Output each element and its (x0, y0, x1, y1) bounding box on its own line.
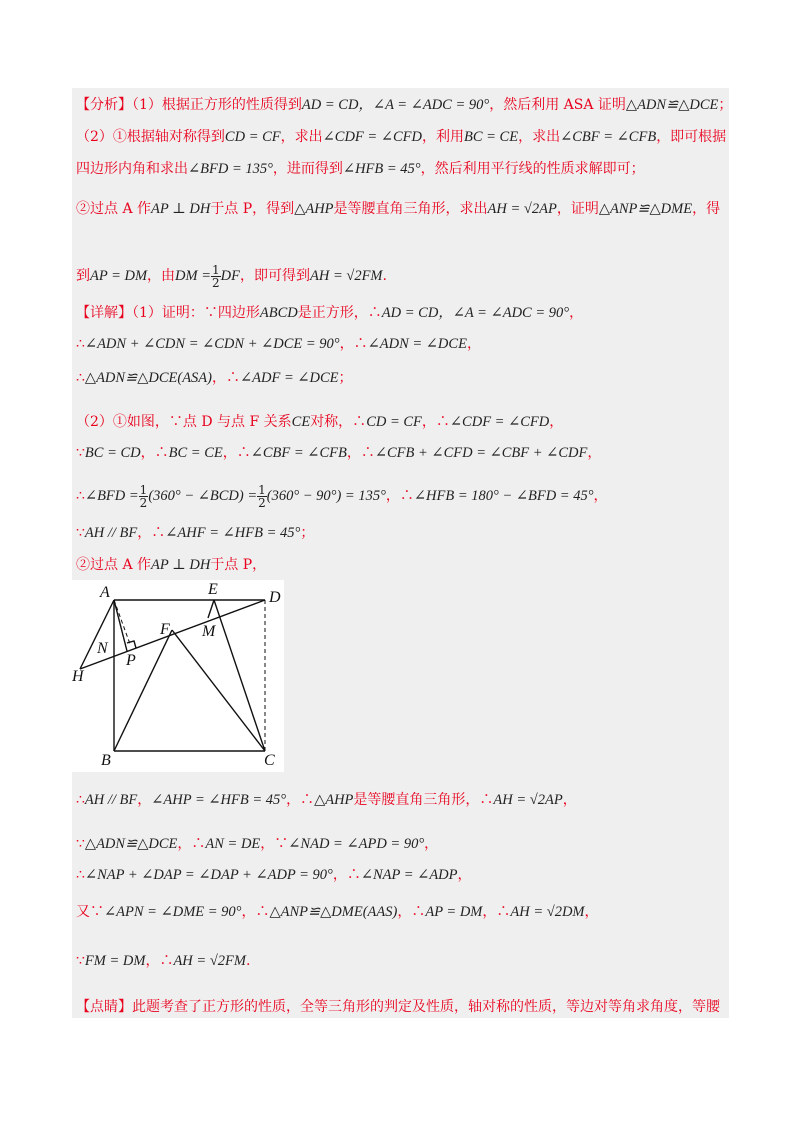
square-diagram (72, 580, 284, 772)
detail-line-2: ∴∠ADN + ∠CDN = ∠CDN + ∠DCE = 90°，∴∠ADN = ∠DCE， (76, 336, 481, 352)
segment-HD (80, 600, 265, 669)
segment-FC (172, 630, 265, 751)
segment-AP-dashed (114, 600, 130, 644)
fraction-half: $\frac{1}{2}$ (139, 482, 148, 510)
detail-line-7: ∵AH // BF，∴∠AHF = ∠HFB = 45°； (76, 525, 315, 541)
detail-line-11: ∴∠NAP + ∠DAP = ∠DAP + ∠ADP = 90°，∴∠NAP = ∠ADP， (76, 867, 472, 883)
label-F: F (160, 621, 170, 638)
label-H: H (72, 668, 84, 685)
detail-line-3: ∴△ADN≌△DCE(ASA)，∴∠ADF = ∠DCE； (76, 370, 353, 386)
geometry-figure (72, 580, 284, 772)
label-D: D (269, 589, 281, 606)
detail-line-12: 又∵∠APN = ∠DME = 90°，∴△ANP≌△DME(AAS)，∴AP = DM，∴AH = √2DM， (76, 904, 599, 920)
label-C: C (264, 752, 275, 769)
comment-tag: 【点睛】 (76, 999, 132, 1015)
detail-line-1: 【详解】（1）证明：∵四边形ABCD是正方形，∴AD = CD，∠A = ∠ADC = 90°， (76, 305, 584, 321)
detail-line-13: ∵FM = DM，∴AH = √2FM. (76, 953, 251, 969)
detail-tag: 【详解】 (76, 305, 132, 321)
analysis-line-3: 四边形内角和求出∠BFD = 135°，进而得到∠HFB = 45°，然后利用平行线的性质求解即可； (76, 161, 645, 177)
detail-line-6: ∴∠BFD = $\frac{1}{2}$ (360° − ∠BCD) = $\frac{1}{2}$ (360° − 90°) = 135°，∴∠HFB = 180° − ∠BFD = 45°， (76, 482, 608, 510)
fraction-half: $\frac{1}{2}$ (212, 262, 220, 290)
segment-AN (114, 600, 127, 651)
label-P: P (126, 652, 136, 669)
label-A: A (100, 584, 110, 601)
analysis-tag: 【分析】 (76, 97, 132, 113)
label-E: E (208, 581, 218, 598)
right-angle-mark (127, 641, 136, 648)
analysis-line-5: 到AP = DM，由DM = $\frac{1}{2}$ DF，即可得到AH = √2FM. (76, 262, 387, 290)
analysis-line-1: 【分析】（1）根据正方形的性质得到AD = CD，∠A = ∠ADC = 90°，然后利用 ASA 证明△ADN≌△DCE； (76, 97, 733, 113)
detail-line-8: ②过点 A 作AP ⊥ DH于点 P， (76, 557, 267, 573)
label-B: B (101, 752, 111, 769)
analysis-line-4: ②过点 A 作AP ⊥ DH于点 P，得到△AHP是等腰直角三角形，求出AH = √2AP，证明△ANP≌△DME，得 (76, 201, 721, 217)
segment-BF (114, 630, 172, 751)
label-M: M (202, 623, 216, 640)
label-N: N (97, 640, 108, 657)
segment-EC (214, 600, 265, 751)
fraction-half: $\frac{1}{2}$ (258, 482, 266, 510)
comment-line: 【点睛】此题考查了正方形的性质，全等三角形的判定及性质，轴对称的性质，等边对等角求角度，等腰 (76, 999, 720, 1015)
detail-line-10: ∵△ADN≌△DCE，∴AN = DE，∵∠NAD = ∠APD = 90°， (76, 836, 439, 852)
detail-line-4: （2）①如图，∵点 D 与点 F 关系CE对称，∴CD = CF，∴∠CDF = ∠CFD， (76, 414, 564, 430)
detail-line-9: ∴AH // BF，∠AHP = ∠HFB = 45°，∴△AHP是等腰直角三角形，∴AH = √2AP， (76, 792, 577, 808)
analysis-line-2: （2）①根据轴对称得到CD = CF，求出∠CDF = ∠CFD，利用BC = CE，求出∠CBF = ∠CFB，即可根据 (76, 129, 727, 145)
segment-EM (208, 600, 214, 618)
detail-line-5: ∵BC = CD，∴BC = CE，∴∠CBF = ∠CFB，∴∠CFB + ∠CFD = ∠CBF + ∠CDF， (76, 445, 602, 461)
